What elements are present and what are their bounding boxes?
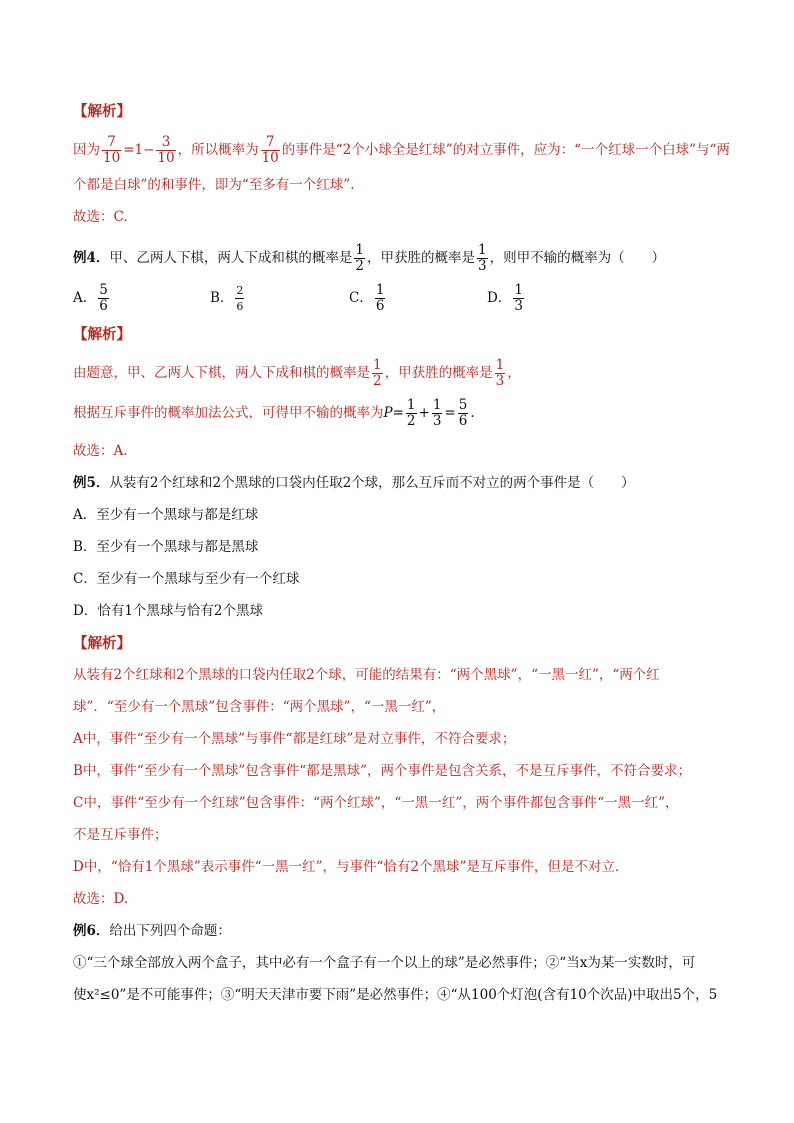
solution-1-line-2: 个都是白球”的和事件，即为“至多有一个红球”. bbox=[73, 177, 355, 193]
option-c: C． $\frac{1}{6}$ bbox=[349, 282, 385, 314]
solution-label-1: 【解析】 bbox=[73, 103, 131, 120]
example-5-question: 例5．从装有2个红球和2个黑球的口袋内任取2个球，那么互斥而不对立的两个事件是（ ） bbox=[73, 475, 635, 491]
fraction-1-3: $\frac{1}{3}$ bbox=[478, 242, 487, 274]
solution-label-5: 【解析】 bbox=[73, 635, 131, 652]
solution-4-line-1: 由题意，甲、乙两人下棋，两人下成和棋的概率是 $\frac{1}{2}$ ，甲获胜的概率是 $\frac{1}{3}$ ， bbox=[73, 357, 521, 389]
option-c-fraction: $\frac{1}{6}$ bbox=[375, 282, 385, 314]
fraction-7-10-b: $\frac{7}{10}$ bbox=[261, 134, 279, 166]
ex5-option-c: C．至少有一个黑球与至少有一个红球 bbox=[73, 571, 300, 587]
solution-label-4: 【解析】 bbox=[73, 326, 131, 343]
example-6-question: 例6．给出下列四个命题： bbox=[73, 923, 231, 939]
solution-5-line-3: A中，事件“至少有一个黑球”与事件“都是红球”是对立事件，不符合要求； bbox=[73, 731, 516, 747]
solution-5-line-1: 从装有2个红球和2个黑球的口袋内任取2个球，可能的结果有：“两个黑球”，“一黑一红”，“两个红 bbox=[73, 667, 660, 683]
fraction-1-2-sol: $\frac{1}{2}$ bbox=[373, 357, 382, 389]
fraction-7-10: $\frac{7}{10}$ bbox=[103, 134, 121, 166]
example-number: 例6． bbox=[73, 923, 110, 939]
example-6-line-1: ①“三个球全部放入两个盒子，其中必有一个盒子有一个以上的球”是必然事件；②“当x为某一实数时，可 bbox=[73, 955, 696, 971]
example-4-question: 例4．甲、乙两人下棋，两人下成和棋的概率是 $\frac{1}{2}$ ，甲获胜的概率是 $\frac{1}{3}$ ，则甲不输的概率为（ ） bbox=[73, 242, 666, 274]
option-a-fraction: $\frac{5}{6}$ bbox=[99, 282, 108, 314]
solution-4-line-2: 根据互斥事件的概率加法公式，可得甲不输的概率为P= $\frac{1}{2}$ + $\frac{1}{3}$ = $\frac{5}{6}$ . bbox=[73, 397, 475, 429]
answer-4: 故选：A. bbox=[73, 443, 128, 459]
solution-5-line-5: C中，事件“至少有一个红球”包含事件：“两个红球”，“一黑一红”，两个事件都包含事件“一黑一红”， bbox=[73, 795, 679, 811]
text: ，所以概率为 bbox=[177, 142, 259, 158]
option-b-fraction: $\frac{2}{6}$ bbox=[236, 284, 244, 313]
text: =1− bbox=[123, 142, 155, 158]
ex5-option-d: D．恰有1个黑球与恰有2个黑球 bbox=[73, 603, 264, 619]
example-number: 例5． bbox=[73, 475, 110, 491]
solution-1-line-1 bbox=[73, 135, 730, 166]
fraction-5-6: $\frac{5}{6}$ bbox=[458, 397, 468, 429]
answer-5: 故选：D. bbox=[73, 891, 129, 907]
fraction-1-2: $\frac{1}{2}$ bbox=[355, 242, 364, 274]
option-d: D． $\frac{1}{3}$ bbox=[487, 282, 523, 314]
ex5-option-b: B．至少有一个黑球与都是黑球 bbox=[73, 539, 259, 555]
example-number: 例4． bbox=[73, 250, 110, 266]
fraction-1-3-sum: $\frac{1}{3}$ bbox=[432, 397, 442, 429]
solution-5-line-6: 不是互斥事件； bbox=[73, 827, 168, 843]
option-b: B． $\frac{2}{6}$ bbox=[210, 284, 244, 313]
option-a: A． $\frac{5}{6}$ bbox=[73, 282, 108, 314]
fraction-1-2-sum: $\frac{1}{2}$ bbox=[406, 397, 416, 429]
solution-5-line-7: D中，“恰有1个黑球”表示事件“一黑一红”，与事件“恰有2个黑球”是互斥事件，但是不对立． bbox=[73, 859, 629, 875]
solution-5-line-4: B中，事件“至少有一个黑球”包含事件“都是黑球”，两个事件是包含关系，不是互斥事件，不符合要求； bbox=[73, 763, 692, 779]
fraction-1-3-sol: $\frac{1}{3}$ bbox=[495, 357, 505, 389]
text: 因为 bbox=[73, 142, 100, 158]
option-d-fraction: $\frac{1}{3}$ bbox=[514, 282, 523, 314]
solution-5-line-2: 球”．“至少有一个黑球”包含事件：“两个黑球”，“一黑一红”， bbox=[73, 699, 446, 715]
ex5-option-a: A．至少有一个黑球与都是红球 bbox=[73, 507, 259, 523]
example-6-line-2: 使x²≤0”是不可能事件；③“明天天津市要下雨”是必然事件；④“从100个灯泡(含有10个次品)中取出5个，5 bbox=[73, 987, 718, 1003]
answer-1: 故选：C. bbox=[73, 209, 128, 225]
text: 的事件是“2个小球全是红球”的对立事件，应为：“一个红球一个白球”与“两 bbox=[281, 142, 730, 158]
fraction-3-10: $\frac{3}{10}$ bbox=[157, 134, 175, 166]
